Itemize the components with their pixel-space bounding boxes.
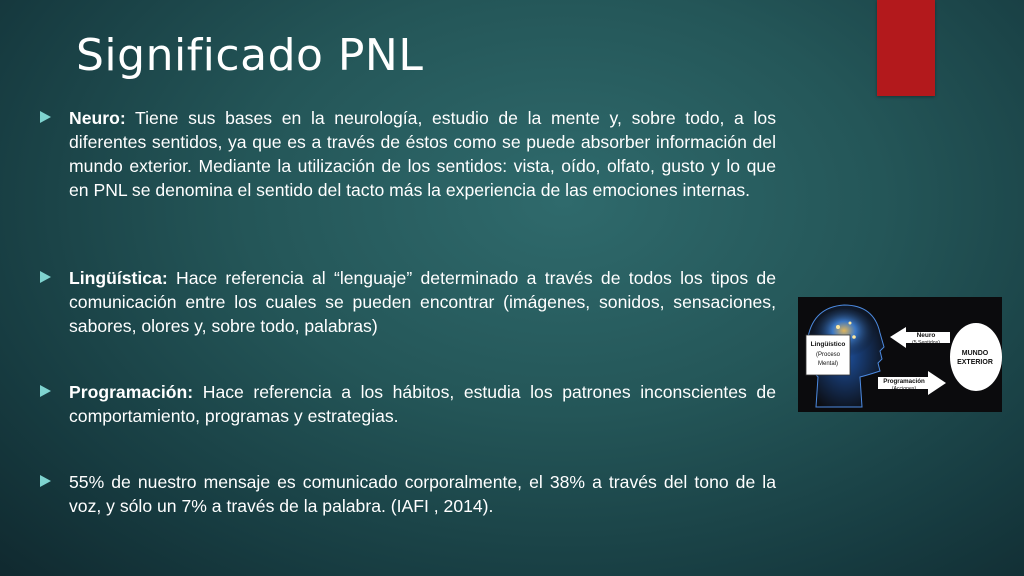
bullet-linguistica [40, 266, 776, 338]
bullet-term: Neuro: [69, 108, 126, 128]
mundo-exterior-circle [950, 323, 1002, 391]
bullet-term: Lingüística: [69, 268, 168, 288]
bullet-text [69, 380, 776, 428]
accent-bar [877, 0, 935, 96]
slide-title: Significado PNL [76, 30, 424, 81]
programacion-label: Programación [883, 378, 925, 385]
mental-label: Mental) [817, 361, 839, 367]
mundo-label: MUNDO [961, 350, 989, 357]
bullet-text [69, 106, 776, 202]
bullet-text [69, 266, 776, 338]
arrow-bullet-icon [40, 475, 51, 487]
pnl-diagram-image [798, 297, 1002, 412]
bullet-term: Programación: [69, 382, 194, 402]
bullet-body: Hace referencia a los hábitos, estudia los patrones inconscientes de comportamiento, programas y estrategias. [69, 382, 776, 426]
sentidos-label: (5 Sentidos) [912, 340, 940, 346]
pnl-diagram-svg [798, 297, 1002, 412]
arrow-bullet-icon [40, 385, 51, 397]
bullet-body: 55% de nuestro mensaje es comunicado corporalmente, el 38% a través del tono de la voz, y sólo un 7% a través de la palabra. (IAFI , 2014). [69, 472, 776, 516]
arrow-bullet-icon [40, 111, 51, 123]
bullet-text [69, 470, 776, 518]
exterior-label: EXTERIOR [957, 359, 993, 366]
bullet-neuro [40, 106, 776, 202]
neuro-label: Neuro [916, 332, 936, 339]
arrow-bullet-icon [40, 271, 51, 283]
acciones-label: (Acciones) [891, 386, 917, 392]
bullet-programacion [40, 380, 776, 428]
bullet-body: Hace referencia al “lenguaje” determinado a través de todos los tipos de comunicación entre los cuales se pueden encontrar (imágenes, sonidos, sensaciones, sabores, olores y, sobre todo, palabras) [69, 268, 776, 336]
linguistico-label: Lingüístico [810, 341, 846, 348]
bullet-porcentajes [40, 470, 776, 518]
bullet-body: Tiene sus bases en la neurología, estudio de la mente y, sobre todo, a los diferentes sentidos, ya que es a través de éstos como se puede absorber información del mundo exterior. Mediante la utilización de los sentidos: vista, oído, olfato, gusto y lo que en PNL se denomina el sentido del tacto más la experiencia de las emociones internas. [69, 108, 776, 200]
proceso-label: (Proceso [815, 352, 841, 358]
